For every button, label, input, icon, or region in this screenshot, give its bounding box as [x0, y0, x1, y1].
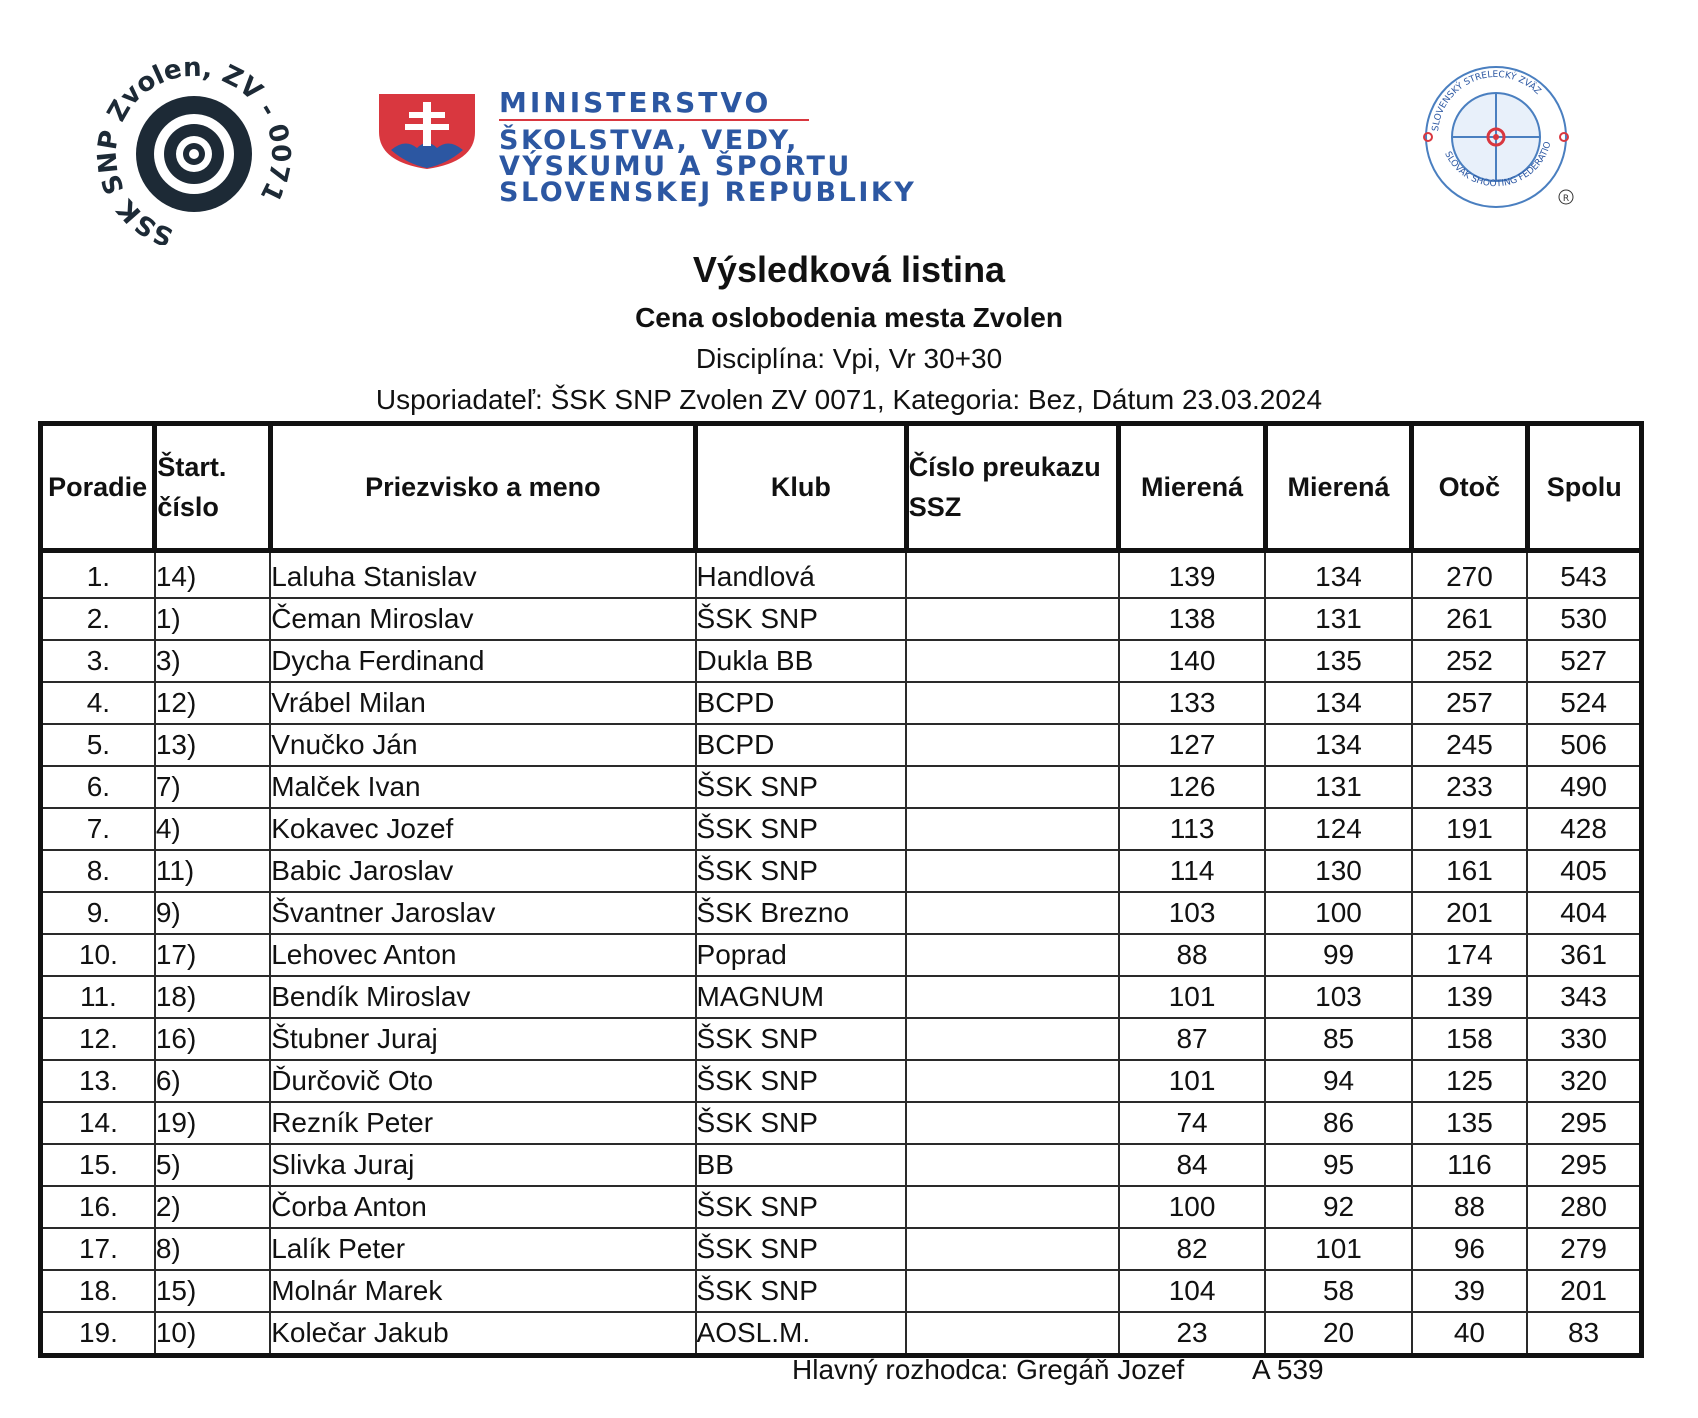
row-club: ŠSK SNP: [696, 1186, 907, 1228]
table-row: [41, 766, 1642, 808]
ministry-logo: [377, 88, 997, 218]
table-row: [41, 1312, 1642, 1356]
row-total: 428: [1527, 808, 1641, 850]
row-name: Kokavec Jozef: [270, 808, 695, 850]
row-club: ŠSK SNP: [696, 808, 907, 850]
table-row: [41, 808, 1642, 850]
table-header-row: [41, 424, 1642, 551]
row-turn: 125: [1412, 1060, 1527, 1102]
row-rank: 19.: [41, 1312, 155, 1356]
row-turn: 135: [1412, 1102, 1527, 1144]
row-rank: 5.: [41, 724, 155, 766]
row-turn: 139: [1412, 976, 1527, 1018]
row-turn: 174: [1412, 934, 1527, 976]
row-aimed-2: 103: [1265, 976, 1411, 1018]
club-logo: [84, 60, 304, 245]
row-name: Vrábel Milan: [270, 682, 695, 724]
row-start-number: 4): [155, 808, 270, 850]
row-turn: 261: [1412, 598, 1527, 640]
row-start-number: 10): [155, 1312, 270, 1356]
club-ring-text: ŠSK SNP Zvolen, ZV - 0071: [92, 60, 296, 245]
row-turn: 158: [1412, 1018, 1527, 1060]
row-name: Vnučko Ján: [270, 724, 695, 766]
row-start-number: 6): [155, 1060, 270, 1102]
row-club: BCPD: [696, 724, 907, 766]
row-aimed-2: 100: [1265, 892, 1411, 934]
row-rank: 7.: [41, 808, 155, 850]
row-start-number: 11): [155, 850, 270, 892]
row-rank: 3.: [41, 640, 155, 682]
col-total: Spolu: [1527, 424, 1641, 551]
row-aimed-1: 104: [1119, 1270, 1265, 1312]
row-license: [906, 766, 1119, 808]
row-total: 83: [1527, 1312, 1641, 1356]
row-name: Čorba Anton: [270, 1186, 695, 1228]
col-start-number: [155, 424, 270, 551]
row-aimed-2: 124: [1265, 808, 1411, 850]
row-aimed-2: 86: [1265, 1102, 1411, 1144]
col-turn: Otoč: [1412, 424, 1527, 551]
row-turn: 40: [1412, 1312, 1527, 1356]
col-start-line2: číslo: [157, 492, 219, 522]
results-body: [41, 551, 1642, 1356]
row-club: ŠSK SNP: [696, 766, 907, 808]
row-start-number: 15): [155, 1270, 270, 1312]
row-name: Malček Ivan: [270, 766, 695, 808]
row-aimed-2: 134: [1265, 682, 1411, 724]
row-turn: 88: [1412, 1186, 1527, 1228]
row-name: Lehovec Anton: [270, 934, 695, 976]
chief-referee: Hlavný rozhodca: Gregáň Jozef: [792, 1354, 1185, 1385]
row-name: Lalík Peter: [270, 1228, 695, 1270]
row-license: [906, 1144, 1119, 1186]
col-aimed-1: Mierená: [1119, 424, 1265, 551]
row-name: Slivka Juraj: [270, 1144, 695, 1186]
row-aimed-2: 131: [1265, 766, 1411, 808]
federation-ring-top: SLOVENSKÝ STRELECKÝ ZVÄZ: [1431, 69, 1543, 132]
table-row: [41, 1186, 1642, 1228]
row-rank: 4.: [41, 682, 155, 724]
row-aimed-2: 130: [1265, 850, 1411, 892]
row-license: [906, 551, 1119, 599]
results-table: [38, 421, 1644, 1358]
row-rank: 6.: [41, 766, 155, 808]
col-license: [906, 424, 1119, 551]
row-aimed-2: 94: [1265, 1060, 1411, 1102]
row-aimed-2: 135: [1265, 640, 1411, 682]
row-club: ŠSK SNP: [696, 1102, 907, 1144]
row-club: ŠSK SNP: [696, 850, 907, 892]
row-total: 530: [1527, 598, 1641, 640]
row-total: 295: [1527, 1102, 1641, 1144]
row-total: 506: [1527, 724, 1641, 766]
row-rank: 8.: [41, 850, 155, 892]
row-aimed-1: 101: [1119, 1060, 1265, 1102]
ministry-line-2: ŠKOLSTVA, VEDY,: [499, 125, 799, 156]
row-license: [906, 1312, 1119, 1356]
row-license: [906, 1102, 1119, 1144]
row-rank: 9.: [41, 892, 155, 934]
row-aimed-1: 103: [1119, 892, 1265, 934]
row-start-number: 1): [155, 598, 270, 640]
referee-license: A 539: [1252, 1354, 1324, 1385]
row-club: ŠSK SNP: [696, 1228, 907, 1270]
row-start-number: 8): [155, 1228, 270, 1270]
row-total: 490: [1527, 766, 1641, 808]
table-row: [41, 551, 1642, 599]
page-title: Výsledková listina: [692, 249, 1006, 290]
row-license: [906, 682, 1119, 724]
table-row: [41, 934, 1642, 976]
row-start-number: 16): [155, 1018, 270, 1060]
row-rank: 13.: [41, 1060, 155, 1102]
row-club: AOSL.M.: [696, 1312, 907, 1356]
row-turn: 96: [1412, 1228, 1527, 1270]
row-total: 404: [1527, 892, 1641, 934]
row-rank: 2.: [41, 598, 155, 640]
row-total: 543: [1527, 551, 1641, 599]
row-aimed-1: 23: [1119, 1312, 1265, 1356]
row-name: Kolečar Jakub: [270, 1312, 695, 1356]
row-aimed-1: 87: [1119, 1018, 1265, 1060]
organizer-info: Usporiadateľ: ŠSK SNP Zvolen ZV 0071, Kategoria: Bez, Dátum 23.03.2024: [375, 384, 1323, 415]
row-aimed-1: 140: [1119, 640, 1265, 682]
row-license: [906, 892, 1119, 934]
row-total: 280: [1527, 1186, 1641, 1228]
row-aimed-1: 114: [1119, 850, 1265, 892]
row-name: Molnár Marek: [270, 1270, 695, 1312]
row-aimed-2: 85: [1265, 1018, 1411, 1060]
row-name: Rezník Peter: [270, 1102, 695, 1144]
row-aimed-2: 58: [1265, 1270, 1411, 1312]
federation-ring-bottom: SLOVAK SHOOTING FEDERATIO: [1442, 140, 1554, 190]
row-turn: 252: [1412, 640, 1527, 682]
row-start-number: 19): [155, 1102, 270, 1144]
row-license: [906, 808, 1119, 850]
federation-logo: [1418, 65, 1578, 210]
row-rank: 16.: [41, 1186, 155, 1228]
row-start-number: 14): [155, 551, 270, 599]
row-aimed-2: 99: [1265, 934, 1411, 976]
event-name: Cena oslobodenia mesta Zvolen: [635, 302, 1063, 333]
row-license: [906, 976, 1119, 1018]
footer: [792, 1354, 1324, 1386]
row-rank: 11.: [41, 976, 155, 1018]
row-rank: 15.: [41, 1144, 155, 1186]
row-start-number: 13): [155, 724, 270, 766]
row-club: ŠSK SNP: [696, 1270, 907, 1312]
row-aimed-1: 126: [1119, 766, 1265, 808]
table-row: [41, 1018, 1642, 1060]
row-turn: 191: [1412, 808, 1527, 850]
row-name: Bendík Miroslav: [270, 976, 695, 1018]
table-row: [41, 598, 1642, 640]
row-aimed-2: 101: [1265, 1228, 1411, 1270]
col-aimed-2: Mierená: [1265, 424, 1411, 551]
row-aimed-1: 133: [1119, 682, 1265, 724]
row-total: 527: [1527, 640, 1641, 682]
row-total: 279: [1527, 1228, 1641, 1270]
row-license: [906, 598, 1119, 640]
row-aimed-1: 138: [1119, 598, 1265, 640]
row-turn: 245: [1412, 724, 1527, 766]
table-row: [41, 850, 1642, 892]
row-start-number: 3): [155, 640, 270, 682]
col-start-line1: Štart.: [157, 452, 227, 482]
row-turn: 270: [1412, 551, 1527, 599]
col-club: Klub: [696, 424, 907, 551]
row-aimed-2: 92: [1265, 1186, 1411, 1228]
row-rank: 18.: [41, 1270, 155, 1312]
col-license-line1: Číslo preukazu: [908, 452, 1101, 482]
table-row: [41, 892, 1642, 934]
row-aimed-1: 113: [1119, 808, 1265, 850]
row-club: Dukla BB: [696, 640, 907, 682]
ministry-line-1: MINISTERSTVO: [499, 86, 772, 119]
row-rank: 1.: [41, 551, 155, 599]
row-aimed-1: 84: [1119, 1144, 1265, 1186]
row-turn: 233: [1412, 766, 1527, 808]
row-total: 201: [1527, 1270, 1641, 1312]
row-aimed-1: 127: [1119, 724, 1265, 766]
row-aimed-2: 134: [1265, 551, 1411, 599]
row-name: Štubner Juraj: [270, 1018, 695, 1060]
col-name: Priezvisko a meno: [270, 424, 695, 551]
row-total: 320: [1527, 1060, 1641, 1102]
row-club: ŠSK SNP: [696, 1060, 907, 1102]
row-rank: 10.: [41, 934, 155, 976]
row-license: [906, 934, 1119, 976]
table-row: [41, 1102, 1642, 1144]
table-row: [41, 1270, 1642, 1312]
row-name: Dycha Ferdinand: [270, 640, 695, 682]
table-row: [41, 724, 1642, 766]
row-license: [906, 640, 1119, 682]
row-turn: 201: [1412, 892, 1527, 934]
col-rank: Poradie: [41, 424, 155, 551]
row-turn: 116: [1412, 1144, 1527, 1186]
row-rank: 17.: [41, 1228, 155, 1270]
row-total: 330: [1527, 1018, 1641, 1060]
col-license-line2: SSZ: [908, 492, 962, 522]
ministry-line-4: SLOVENSKEJ REPUBLIKY: [499, 177, 917, 208]
row-club: Poprad: [696, 934, 907, 976]
row-club: ŠSK SNP: [696, 1018, 907, 1060]
table-row: [41, 1144, 1642, 1186]
row-name: Laluha Stanislav: [270, 551, 695, 599]
row-total: 295: [1527, 1144, 1641, 1186]
row-turn: 257: [1412, 682, 1527, 724]
registered-mark: R: [1562, 194, 1570, 204]
row-license: [906, 1228, 1119, 1270]
row-aimed-2: 134: [1265, 724, 1411, 766]
document-titles: [0, 248, 1698, 420]
row-club: ŠSK SNP: [696, 598, 907, 640]
row-aimed-1: 82: [1119, 1228, 1265, 1270]
row-club: MAGNUM: [696, 976, 907, 1018]
row-aimed-1: 100: [1119, 1186, 1265, 1228]
row-aimed-1: 74: [1119, 1102, 1265, 1144]
row-rank: 12.: [41, 1018, 155, 1060]
ministry-line-3: VÝSKUMU A ŠPORTU: [499, 151, 852, 182]
row-start-number: 12): [155, 682, 270, 724]
table-row: [41, 1228, 1642, 1270]
ministry-divider: [499, 119, 809, 121]
row-total: 361: [1527, 934, 1641, 976]
row-aimed-1: 139: [1119, 551, 1265, 599]
table-row: [41, 1060, 1642, 1102]
row-license: [906, 724, 1119, 766]
row-total: 524: [1527, 682, 1641, 724]
row-license: [906, 1018, 1119, 1060]
row-aimed-2: 95: [1265, 1144, 1411, 1186]
row-start-number: 5): [155, 1144, 270, 1186]
row-start-number: 7): [155, 766, 270, 808]
row-name: Švantner Jaroslav: [270, 892, 695, 934]
row-club: BB: [696, 1144, 907, 1186]
row-license: [906, 1060, 1119, 1102]
row-club: BCPD: [696, 682, 907, 724]
row-aimed-1: 101: [1119, 976, 1265, 1018]
row-license: [906, 850, 1119, 892]
row-total: 343: [1527, 976, 1641, 1018]
row-start-number: 18): [155, 976, 270, 1018]
row-license: [906, 1186, 1119, 1228]
row-club: ŠSK Brezno: [696, 892, 907, 934]
row-aimed-2: 131: [1265, 598, 1411, 640]
row-start-number: 9): [155, 892, 270, 934]
row-name: Ďurčovič Oto: [270, 1060, 695, 1102]
row-license: [906, 1270, 1119, 1312]
row-aimed-1: 88: [1119, 934, 1265, 976]
row-name: Čeman Miroslav: [270, 598, 695, 640]
row-aimed-2: 20: [1265, 1312, 1411, 1356]
table-row: [41, 682, 1642, 724]
row-turn: 161: [1412, 850, 1527, 892]
slovak-coat-of-arms-icon: [377, 92, 477, 170]
row-name: Babic Jaroslav: [270, 850, 695, 892]
row-turn: 39: [1412, 1270, 1527, 1312]
row-start-number: 2): [155, 1186, 270, 1228]
table-row: [41, 640, 1642, 682]
row-club: Handlová: [696, 551, 907, 599]
row-rank: 14.: [41, 1102, 155, 1144]
discipline: Disciplína: Vpi, Vr 30+30: [695, 343, 1003, 374]
row-start-number: 17): [155, 934, 270, 976]
table-row: [41, 976, 1642, 1018]
row-total: 405: [1527, 850, 1641, 892]
ministry-lines: [499, 125, 917, 208]
